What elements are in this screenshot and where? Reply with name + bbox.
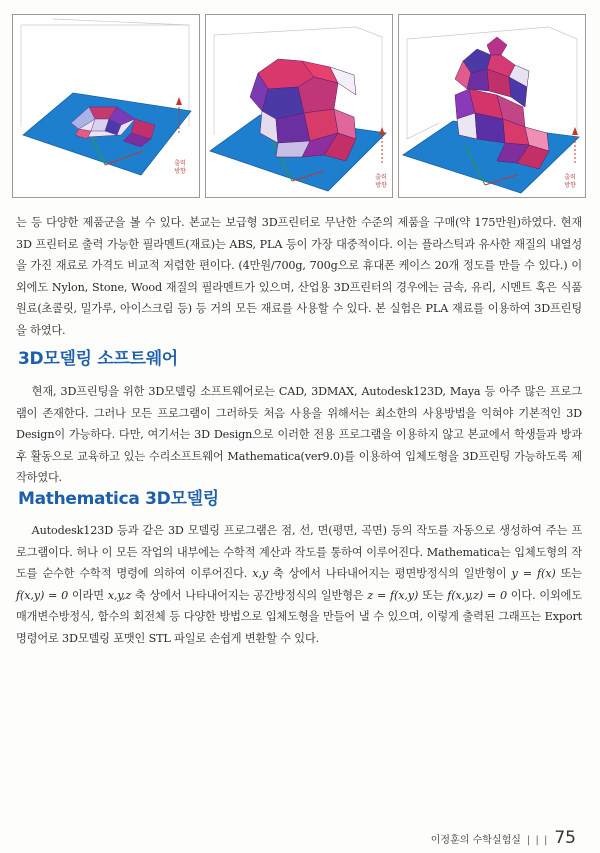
mathematica-body-text-4: 이라면 xyxy=(68,588,108,602)
footer-book-title: 이정훈의 수학실험실 xyxy=(430,835,521,846)
math-xy: x,y xyxy=(252,567,268,580)
mathematica-body-text-7: 이다. 이외에도 매개변수방정식, 함수의 회전체 등 다양한 방법으로 입체도형을 만들어 낼 수 있으며, 이렇게 출력된 그래프는 Export 명령어로 3D모델링 포맷인 STL 파일로 손쉽게 변환할 수 있다. xyxy=(16,588,582,645)
figure-print-stage-3 xyxy=(398,14,586,198)
footer-separator: | | | xyxy=(526,835,549,846)
print-stage-3-illustration xyxy=(399,15,585,197)
page-number: 75 xyxy=(554,828,576,848)
figure-2-axis-label: 출력 방향 xyxy=(375,174,387,189)
figure-1-axis-label: 출력 방향 xyxy=(174,160,186,175)
figure-3-axis-label: 출력 방향 xyxy=(564,174,576,189)
section-3d-modeling-software-body: 현재, 3D프린팅을 위한 3D모델링 소프트웨어로는 CAD, 3DMAX, Autodesk123D, Maya 등 아주 많은 프로그램이 존재한다. 그러나 모든 프로그램이 그러하듯 처음 사용을 위해서는 최소한의 사용방법을 익혀야 기본적인 3D Design이 가능하다. 다만, 여기서는 3D Design으로 이러한 전용 프로그램을 이용하지 않고 본교에서 학생들과 방과 후 활동으로 교육하고 있는 수리소프트웨어 Mathematica(ver9.0)를 이용하여 입체도형을 3D프린팅 가능하도록 제작하였다. xyxy=(16,385,582,484)
figure-print-stage-2 xyxy=(205,14,393,198)
print-stage-2-illustration xyxy=(206,15,392,197)
section-title-3d-modeling-software: 3D모델링 소프트웨어 xyxy=(18,349,178,369)
math-z-equals-fxy: z = f(x,y) xyxy=(367,588,419,602)
mathematica-body-text-3: 또는 xyxy=(555,567,582,580)
math-fxyz-equals-0: f(x,y,z) = 0 xyxy=(447,588,507,602)
mathematica-body-text-2: 축 상에서 나타내어지는 평면방정식의 일반형이 xyxy=(268,567,512,580)
section-title-mathematica-3d-modeling: Mathematica 3D모델링 xyxy=(18,489,219,509)
page-footer xyxy=(431,828,576,848)
mathematica-body-text-5: 축 상에서 나타내어지는 공간방정식의 일반형은 xyxy=(131,588,368,602)
math-xyz: x,y,z xyxy=(107,588,132,602)
section-mathematica-body xyxy=(16,520,582,649)
intro-paragraph: 는 등 다양한 제품군을 볼 수 있다. 본교는 보급형 3D프린터로 무난한 수준의 제품을 구매(약 175만원)하였다. 현재 3D 프린터로 출력 가능한 필라멘트(재료)는 ABS, PLA 등이 가장 대중적이다. 이는 플라스틱과 유사한 재질의 내열성을 가진 재료로 가격도 비교적 저렴한 편이다. (4만원/700g, 700g으로 휴대폰 케이스 20개 정도를 만들 수 있다.) 이외에도 Nylon, Stone, Wood 재질의 필라멘트가 있으며, 산업용 3D프린터의 경우에는 금속, 유리, 시멘트 혹은 식품원료(초콜릿, 밀가루, 아이스크림 등) 등 거의 모든 재료를 사용할 수 있다. 본 실험은 PLA 재료를 이용하여 3D프린팅을 하였다. xyxy=(16,216,582,337)
figure-row xyxy=(12,14,586,198)
mathematica-body-text-6: 또는 xyxy=(418,588,448,602)
math-fxy-equals-0: f(x,y) = 0 xyxy=(16,588,69,602)
mathematica-body-text-1: Autodesk123D 등과 같은 3D 모델링 프로그램은 점, 선, 면(평면, 곡면) 등의 작도를 자동으로 생성하여 주는 프로그램이다. 허나 이 모든 작업의 내부에는 수학적 계산과 작도를 통하여 이루어진다. Mathematica는 입체도형의 작도를 순수한 수학적 명령에 의하여 이루어진다. xyxy=(16,524,582,580)
math-y-equals-fx: y = f(x) xyxy=(511,567,556,580)
figure-print-stage-1 xyxy=(12,14,200,198)
